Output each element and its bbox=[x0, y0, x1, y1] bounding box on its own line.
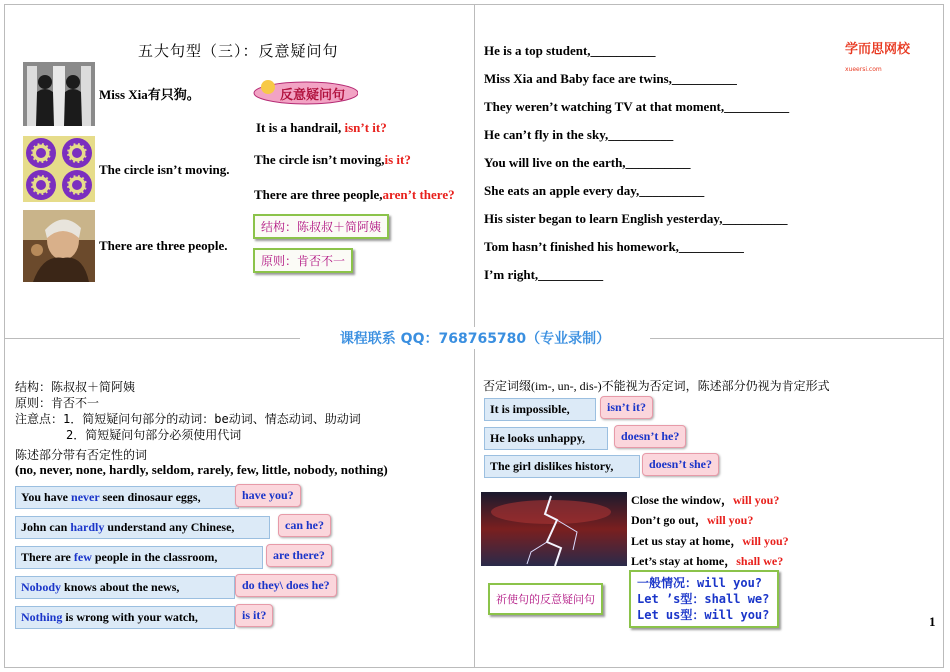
contact-text: 课程联系 QQ：768765780（专业录制） bbox=[339, 331, 611, 347]
lightning-storm-image bbox=[481, 492, 627, 566]
imperative-3: Let us stay at home，will you? bbox=[631, 534, 789, 548]
exercise-2: Miss Xia and Baby face are twins,__________ bbox=[484, 71, 737, 86]
negative-item-5: Nothing is wrong with your watch, bbox=[15, 606, 235, 629]
note-2: 2．简短疑问句部分必须使用代词 bbox=[66, 428, 242, 442]
imperative-label-box: 祈使句的反意疑问句 bbox=[488, 583, 603, 615]
contact-bar bbox=[300, 327, 650, 349]
affix-tag-1: isn’t it? bbox=[600, 396, 653, 419]
exercise-3: They weren’t watching TV at that moment,__________ bbox=[484, 99, 790, 114]
example-3: There are three people,aren’t there? bbox=[254, 187, 455, 202]
rule-3: Let us型：will you? bbox=[637, 608, 770, 622]
badge-text: 反意疑问句 bbox=[280, 88, 346, 103]
principle-box: 原则：肯否不一 bbox=[253, 248, 353, 273]
structure-line: 结构：陈叔叔＋简阿姨 bbox=[15, 380, 136, 394]
example-2: The circle isn’t moving,is it? bbox=[254, 152, 411, 167]
negative-item-3: There are few people in the classroom, bbox=[15, 546, 263, 569]
negative-tag-1: have you? bbox=[235, 484, 301, 507]
affix-tag-2: doesn’t he? bbox=[614, 425, 686, 448]
negative-words: (no, never, none, hardly, seldom, rarely, few, little, nobody, nothing) bbox=[15, 462, 388, 477]
exercise-4: He can’t fly in the sky,__________ bbox=[484, 127, 674, 142]
imperative-rules-box bbox=[629, 570, 779, 628]
exercise-6: She eats an apple every day,__________ bbox=[484, 183, 705, 198]
imperative-1: Close the window，will you? bbox=[631, 493, 780, 507]
structure-box: 结构：陈叔叔＋简阿姨 bbox=[253, 214, 389, 239]
affix-tag-3: doesn’t she? bbox=[642, 453, 719, 476]
negative-intro: 陈述部分带有否定性的词 bbox=[15, 448, 148, 462]
affix-intro: 否定词缀(im-, un-, dis-)不能视为否定词，陈述部分仍视为肯定形式 bbox=[483, 379, 830, 393]
title-badge bbox=[252, 79, 358, 105]
negative-item-1: You have never seen dinosaur eggs, bbox=[15, 486, 239, 509]
page-number: 1 bbox=[929, 614, 936, 629]
brand-logo: 学而思网校 xueersi.com bbox=[845, 42, 911, 73]
purple-circles-illusion-image bbox=[23, 136, 95, 202]
negative-item-4: Nobody knows about the news, bbox=[15, 576, 235, 599]
negative-tag-2: can he? bbox=[278, 514, 331, 537]
note-1: 注意点：1．简短疑问句部分的动词：be动词、情态动词、助动词 bbox=[15, 412, 361, 426]
exercise-7: His sister began to learn English yesterday,__________ bbox=[484, 211, 788, 226]
row-text-3: There are three people. bbox=[99, 238, 228, 253]
slide-title: 五大句型（三）：反意疑问句 bbox=[138, 42, 339, 60]
principle-line: 原则：肯否不一 bbox=[15, 396, 100, 410]
negative-tag-5: is it? bbox=[235, 604, 273, 627]
negative-item-2: John can hardly understand any Chinese, bbox=[15, 516, 270, 539]
row-text-2: The circle isn’t moving. bbox=[99, 162, 230, 177]
imperative-2: Don’t go out，will you? bbox=[631, 513, 754, 527]
affix-item-2: He looks unhappy, bbox=[484, 427, 608, 450]
exercise-8: Tom hasn’t finished his homework,__________ bbox=[484, 239, 744, 254]
affix-item-1: It is impossible, bbox=[484, 398, 596, 421]
rule-1: 一般情况：will you? bbox=[637, 576, 763, 590]
negative-tag-4: do they\ does he? bbox=[235, 574, 337, 597]
old-man-hidden-faces-illusion-image bbox=[23, 210, 95, 282]
imperative-4: Let’s stay at home，shall we? bbox=[631, 554, 784, 568]
people-silhouettes-illusion-image bbox=[23, 62, 95, 126]
example-1: It is a handrail, isn’t it? bbox=[256, 120, 387, 135]
affix-item-3: The girl dislikes history, bbox=[484, 455, 640, 478]
exercise-1: He is a top student,__________ bbox=[484, 43, 656, 58]
exercise-5: You will live on the earth,__________ bbox=[484, 155, 691, 170]
negative-tag-3: are there? bbox=[266, 544, 332, 567]
exercise-9: I’m right,__________ bbox=[484, 267, 604, 282]
row-text-1: Miss Xia有只狗。 bbox=[99, 87, 200, 102]
rule-2: Let ’s型：shall we? bbox=[637, 592, 770, 606]
